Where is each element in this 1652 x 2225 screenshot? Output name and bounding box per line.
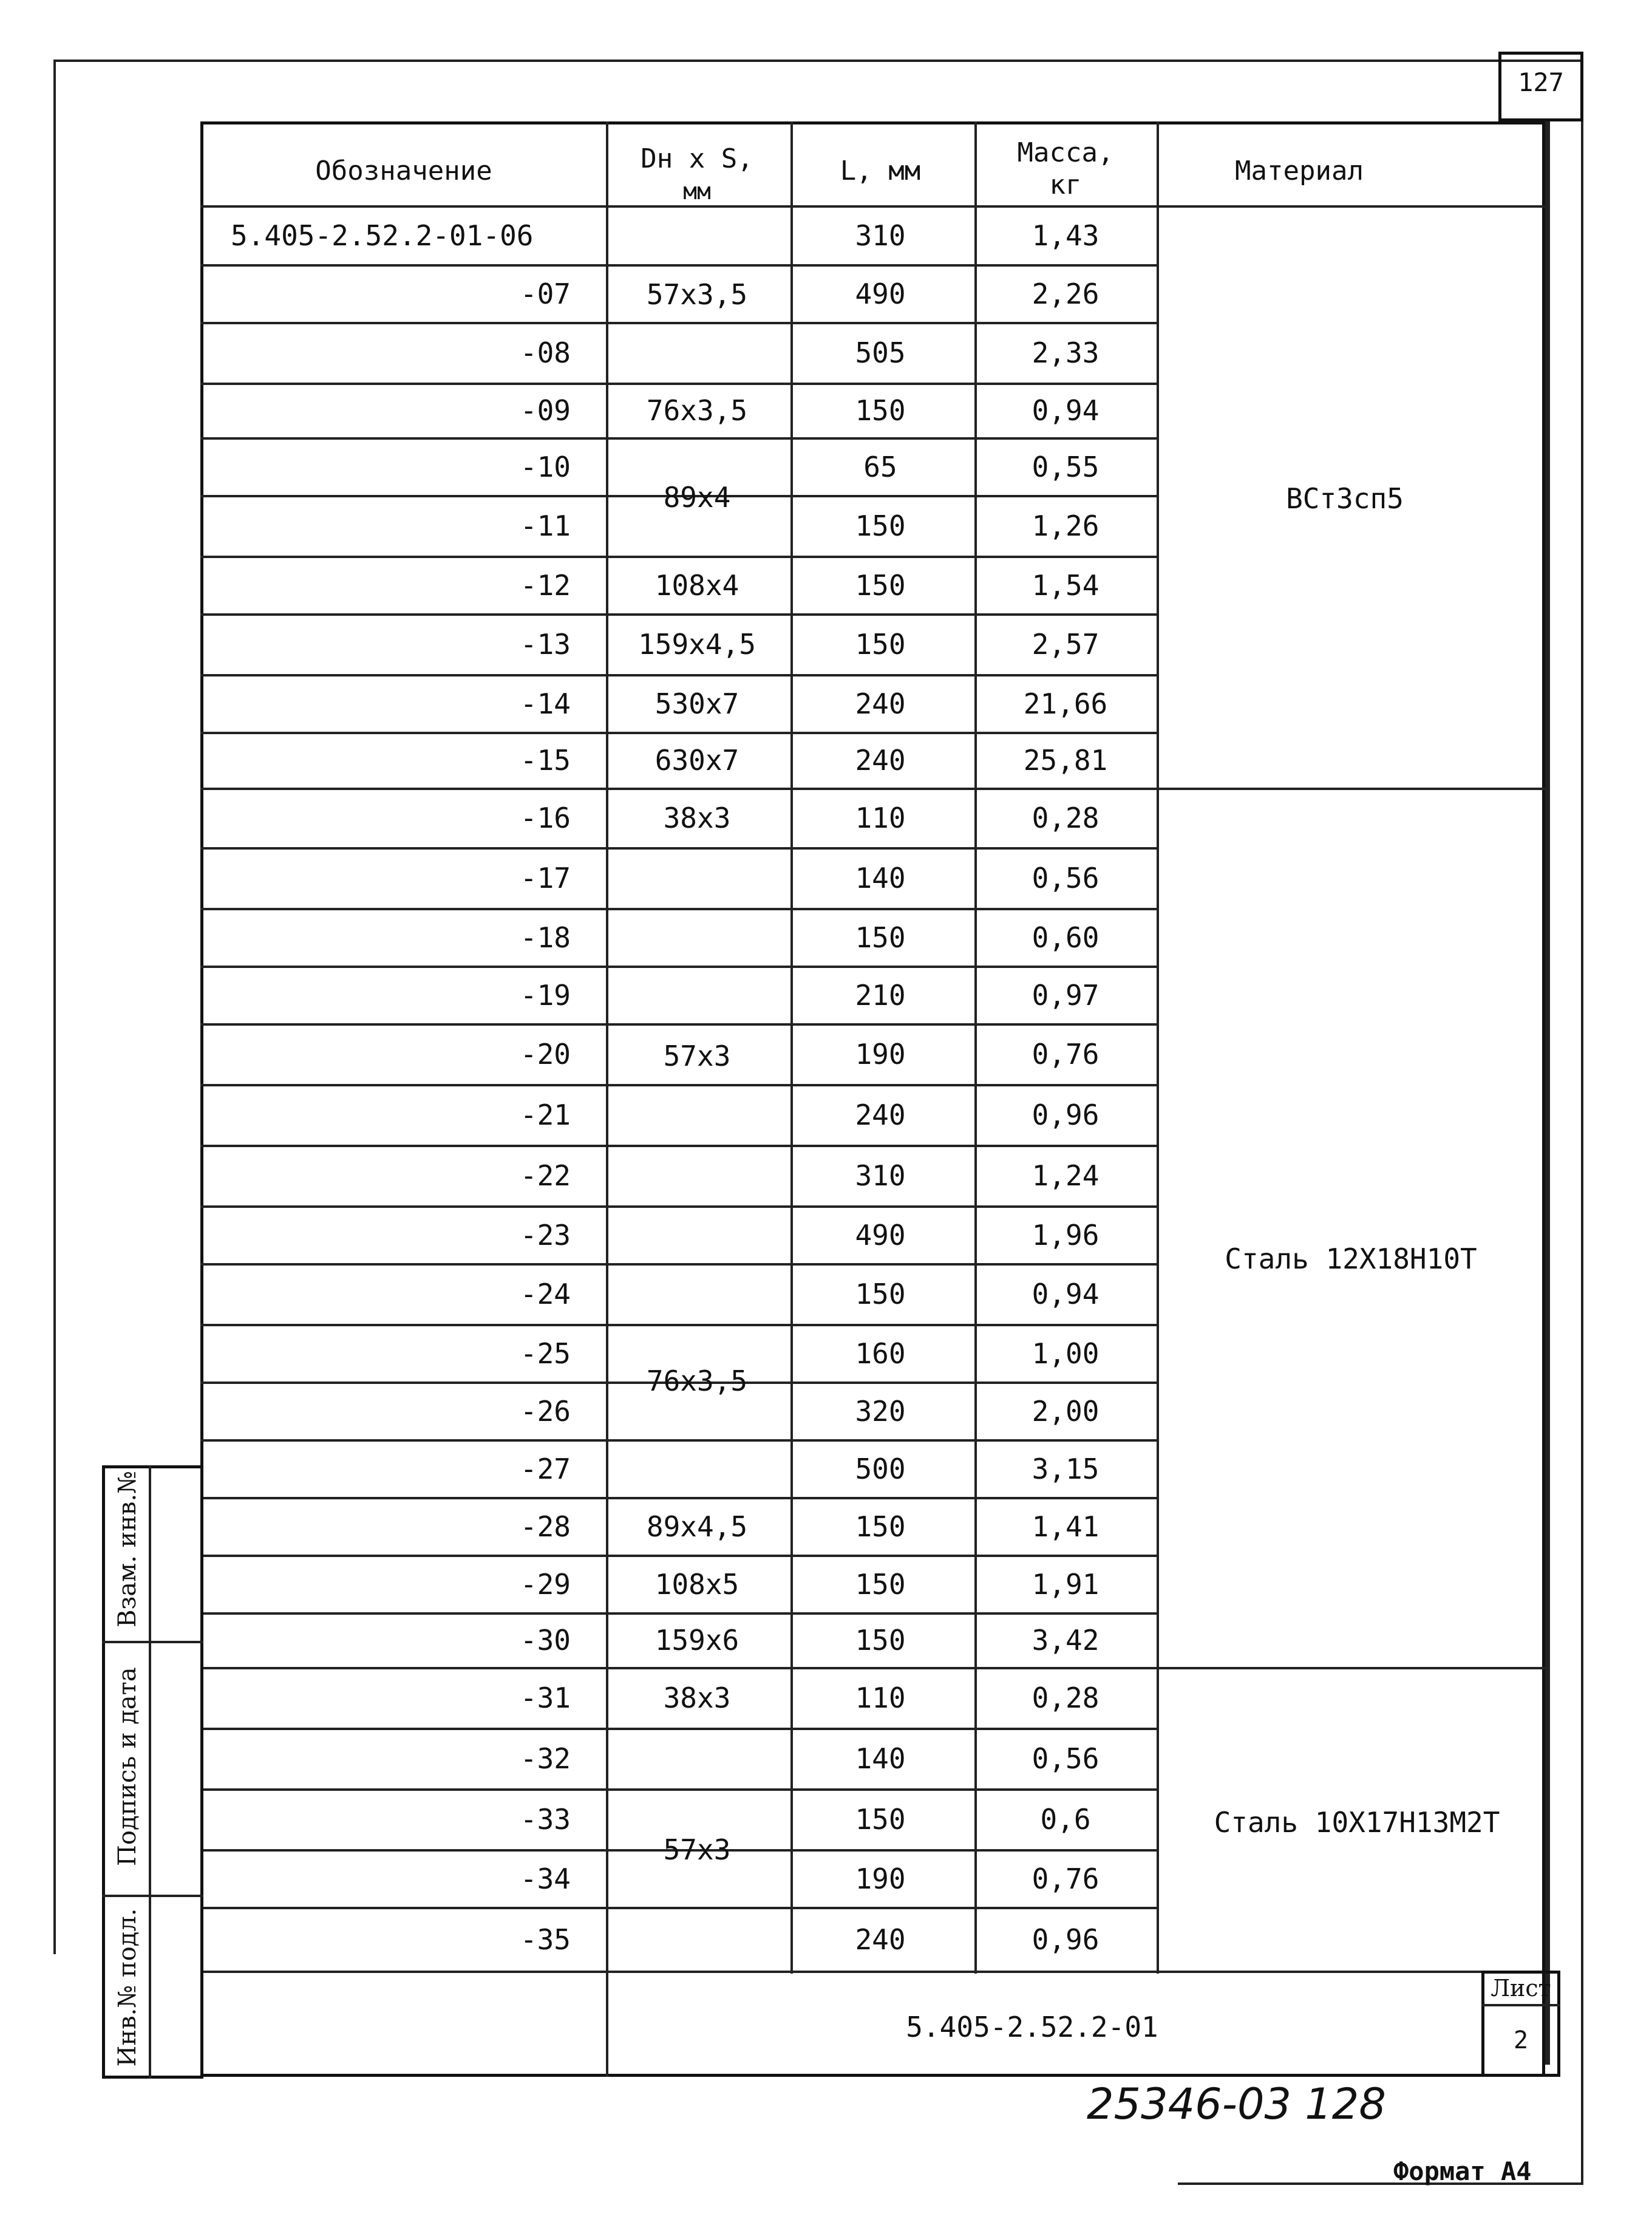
cell-code: -31 xyxy=(520,1682,571,1714)
cell-size: 530x7 xyxy=(654,687,739,720)
cell-code: -08 xyxy=(520,336,571,369)
cell-mass: 0,55 xyxy=(1032,450,1100,483)
cell-size: 57x3 xyxy=(663,1833,731,1866)
cell-code: -10 xyxy=(520,450,571,483)
stamp-top-line xyxy=(200,1971,1560,1973)
sheet-box-sep xyxy=(1481,2004,1560,2006)
cell-length: 240 xyxy=(855,744,906,777)
cell-size: 89x4 xyxy=(663,480,731,514)
handwritten-number: 25346-03 128 xyxy=(1087,2079,1386,2129)
cell-mass: 3,15 xyxy=(1032,1452,1100,1485)
frame-right-strip xyxy=(1545,121,1550,2065)
cell-length: 110 xyxy=(855,1682,906,1714)
cell-code: -18 xyxy=(520,921,571,954)
row-line xyxy=(200,1324,1158,1326)
cell-code: -22 xyxy=(520,1159,571,1192)
cell-length: 140 xyxy=(855,1742,906,1775)
col-sep-2 xyxy=(790,121,793,1974)
row-line xyxy=(200,1145,1158,1147)
cell-size: 159x4,5 xyxy=(638,628,756,661)
side-label-1: Взам. инв.№ xyxy=(114,1470,141,1627)
cell-length: 150 xyxy=(855,1803,906,1836)
cell-code: -27 xyxy=(520,1452,571,1485)
page-number: 127 xyxy=(1518,67,1564,97)
cell-code: -07 xyxy=(520,277,571,310)
side-stamp-row-1 xyxy=(102,1641,203,1643)
col-sep-3 xyxy=(974,121,977,1974)
cell-code: -11 xyxy=(520,509,571,542)
cell-mass: 1,91 xyxy=(1032,1567,1100,1601)
cell-length: 490 xyxy=(855,1218,906,1252)
material-sep-1 xyxy=(1157,788,1545,790)
material-sep-2 xyxy=(1157,1667,1545,1669)
cell-code: -21 xyxy=(520,1099,571,1131)
cell-mass: 1,41 xyxy=(1032,1510,1100,1543)
cell-mass: 0,94 xyxy=(1032,394,1100,427)
cell-code: -32 xyxy=(520,1742,571,1775)
size-group-line xyxy=(606,788,793,790)
cell-length: 150 xyxy=(855,394,906,427)
cell-mass: 3,42 xyxy=(1032,1624,1100,1657)
cell-code: -17 xyxy=(520,862,571,894)
cell-code: -12 xyxy=(520,568,571,602)
cell-size: 38x3 xyxy=(663,1682,731,1714)
header-mass-line1: Масса, xyxy=(1017,137,1114,168)
cell-mass: 25,81 xyxy=(1023,744,1108,777)
size-group-line xyxy=(606,674,793,676)
size-group-line xyxy=(606,1263,793,1266)
cell-mass: 0,94 xyxy=(1032,1278,1100,1310)
size-group-line xyxy=(606,1497,793,1499)
side-stamp-sep xyxy=(149,1465,151,2079)
size-group-line xyxy=(606,1667,793,1669)
row-line xyxy=(200,1788,1158,1791)
row-line xyxy=(200,966,1158,968)
size-group-line xyxy=(606,1612,793,1615)
row-line xyxy=(200,908,1158,910)
cell-length: 150 xyxy=(855,1624,906,1657)
cell-code: -24 xyxy=(520,1278,571,1310)
cell-size: 108x4 xyxy=(654,568,739,602)
cell-mass: 2,57 xyxy=(1032,628,1100,661)
size-group-line xyxy=(606,847,793,850)
frame-right-line xyxy=(1581,60,1583,2185)
cell-code: -26 xyxy=(520,1394,571,1428)
cell-length: 150 xyxy=(855,1567,906,1601)
cell-mass: 21,66 xyxy=(1023,687,1108,720)
header-mass-line2: кг xyxy=(1049,169,1082,200)
cell-length: 310 xyxy=(855,219,906,252)
cell-size: 57x3 xyxy=(663,1039,731,1072)
cell-mass: 1,24 xyxy=(1032,1159,1100,1192)
cell-length: 150 xyxy=(855,921,906,954)
cell-code: -09 xyxy=(520,394,571,427)
cell-code: -29 xyxy=(520,1567,571,1601)
material-1: ВСт3сп5 xyxy=(1286,482,1404,515)
material-2: Сталь 12Х18Н10Т xyxy=(1225,1242,1477,1275)
material-3: Сталь 10Х17Н13М2Т xyxy=(1214,1806,1500,1839)
cell-size: 57x3,5 xyxy=(646,278,748,311)
col-sep-4 xyxy=(1157,121,1159,1974)
frame-top-line xyxy=(53,60,1583,62)
cell-code: -35 xyxy=(520,1923,571,1956)
cell-length: 190 xyxy=(855,1862,906,1895)
stamp-designation: 5.405-2.52.2-01 xyxy=(906,2011,1158,2043)
cell-code: -30 xyxy=(520,1624,571,1657)
size-group-line xyxy=(606,1555,793,1557)
cell-code: -34 xyxy=(520,1862,571,1895)
cell-mass: 1,96 xyxy=(1032,1218,1100,1252)
cell-code: 5.405-2.52.2-01-06 xyxy=(231,219,534,252)
size-group-line xyxy=(606,1728,793,1730)
cell-length: 150 xyxy=(855,509,906,542)
row-line xyxy=(200,322,1158,324)
size-group-line xyxy=(606,556,793,558)
frame-left-line xyxy=(53,60,56,1954)
cell-code: -23 xyxy=(520,1218,571,1252)
cell-length: 150 xyxy=(855,568,906,602)
cell-mass: 1,54 xyxy=(1032,568,1100,602)
row-line xyxy=(200,1439,1158,1442)
header-dn-s-line2: мм xyxy=(683,178,711,205)
row-line xyxy=(200,1907,1158,1909)
col-sep-1 xyxy=(606,121,608,2077)
cell-mass: 2,26 xyxy=(1032,277,1100,310)
cell-code: -16 xyxy=(520,802,571,834)
cell-mass: 2,00 xyxy=(1032,1394,1100,1428)
cell-length: 320 xyxy=(855,1394,906,1428)
cell-mass: 0,96 xyxy=(1032,1923,1100,1956)
cell-mass: 0,96 xyxy=(1032,1099,1100,1131)
cell-length: 150 xyxy=(855,1510,906,1543)
cell-code: -19 xyxy=(520,978,571,1012)
cell-mass: 0,60 xyxy=(1032,921,1100,954)
cell-mass: 1,26 xyxy=(1032,509,1100,542)
cell-mass: 1,43 xyxy=(1032,219,1100,252)
cell-mass: 0,56 xyxy=(1032,1742,1100,1775)
cell-code: -25 xyxy=(520,1337,571,1370)
cell-length: 190 xyxy=(855,1038,906,1071)
cell-mass: 0,6 xyxy=(1040,1803,1091,1836)
cell-mass: 0,56 xyxy=(1032,862,1100,894)
size-group-line xyxy=(606,383,793,385)
cell-length: 160 xyxy=(855,1337,906,1370)
cell-mass: 2,33 xyxy=(1032,336,1100,369)
cell-length: 500 xyxy=(855,1452,906,1485)
cell-mass: 0,76 xyxy=(1032,1038,1100,1071)
size-group-line xyxy=(606,613,793,616)
format-label: Формат А4 xyxy=(1393,2156,1532,2186)
cell-length: 240 xyxy=(855,1923,906,1956)
cell-code: -15 xyxy=(520,744,571,777)
cell-code: -13 xyxy=(520,628,571,661)
cell-length: 110 xyxy=(855,802,906,834)
cell-length: 150 xyxy=(855,628,906,661)
header-dn-s-line1: Dн x S, xyxy=(641,143,753,174)
cell-size: 76x3,5 xyxy=(646,394,748,427)
cell-mass: 1,00 xyxy=(1032,1337,1100,1370)
cell-length: 310 xyxy=(855,1159,906,1192)
row-line xyxy=(200,1023,1158,1026)
sheet-label: Лист xyxy=(1491,1975,1551,2002)
cell-mass: 0,28 xyxy=(1032,1682,1100,1714)
side-label-3: Инв.№ подл. xyxy=(114,1908,141,2067)
cell-code: -14 xyxy=(520,687,571,720)
cell-length: 210 xyxy=(855,978,906,1012)
cell-size: 159x6 xyxy=(654,1624,739,1657)
cell-mass: 0,28 xyxy=(1032,802,1100,834)
cell-size: 38x3 xyxy=(663,802,731,834)
cell-length: 240 xyxy=(855,687,906,720)
cell-size: 76x3,5 xyxy=(646,1364,748,1397)
cell-length: 240 xyxy=(855,1099,906,1131)
cell-length: 65 xyxy=(863,450,897,483)
side-label-2: Подпись и дата xyxy=(114,1667,141,1866)
cell-length: 505 xyxy=(855,336,906,369)
cell-size: 89x4,5 xyxy=(646,1510,748,1543)
row-line xyxy=(200,264,1158,267)
cell-length: 490 xyxy=(855,277,906,310)
size-group-line xyxy=(606,437,793,440)
cell-length: 140 xyxy=(855,862,906,894)
cell-mass: 0,97 xyxy=(1032,978,1100,1012)
header-material: Материал xyxy=(1235,155,1364,186)
cell-code: -33 xyxy=(520,1803,571,1836)
cell-code: -20 xyxy=(520,1038,571,1071)
cell-length: 150 xyxy=(855,1278,906,1310)
header-designation: Обозначение xyxy=(315,155,492,186)
cell-code: -28 xyxy=(520,1510,571,1543)
header-length: L, мм xyxy=(840,155,921,186)
size-group-line xyxy=(606,732,793,734)
row-line xyxy=(200,1084,1158,1086)
row-line xyxy=(200,1205,1158,1208)
cell-size: 108x5 xyxy=(654,1567,739,1601)
cell-mass: 0,76 xyxy=(1032,1862,1100,1895)
cell-size: 630x7 xyxy=(654,744,739,777)
sheet-number: 2 xyxy=(1513,2026,1529,2054)
